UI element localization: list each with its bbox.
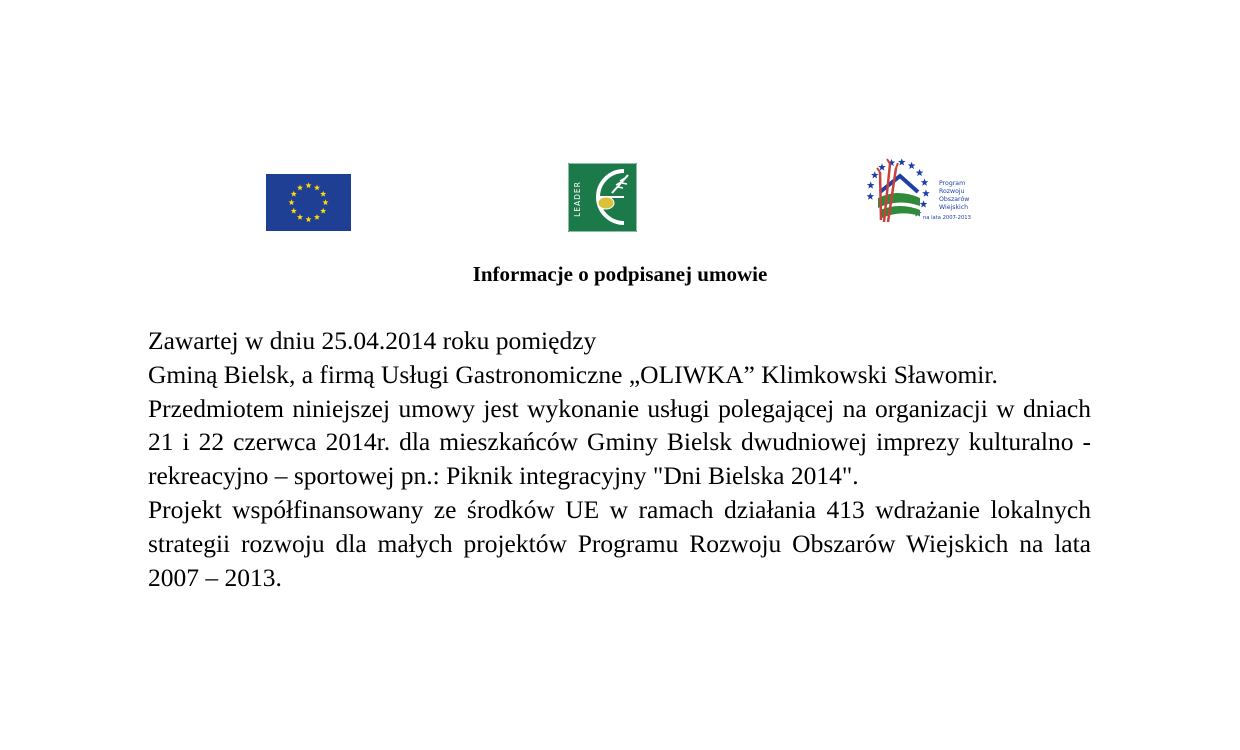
paragraph-funding: Projekt współfinansowany ze środków UE w ramach działania 413 wdrażanie lokalnych strategii rozwoju dla małych projektów Programu Rozwoju Obszarów Wiejskich na lata 2007 – 2013. — [148, 494, 1091, 592]
prow-star-icon — [916, 169, 924, 176]
prow-line-3: Obszarów — [939, 196, 970, 203]
prow-star-icon — [867, 192, 875, 199]
paragraph-parties: Gminą Bielsk, a firmą Usługi Gastronomiczne „OLIWKA” Klimkowski Sławomir. — [148, 359, 998, 389]
prow-logo-icon — [850, 152, 975, 227]
paragraph-subject: Przedmiotem niniejszej umowy jest wykonanie usługi polegającej na organizacji w dniach 21 i 22 czerwca 2014r. dla mieszkańców Gminy Bielsk dwudniowej imprezy kulturalno - rekreacyjno – sportowej pn.: Piknik integracyjny "Dni Bielska 2014". — [148, 393, 1091, 491]
prow-star-icon — [921, 179, 929, 186]
prow-star-icon — [920, 200, 928, 207]
prow-line-2: Rozwoju — [939, 188, 965, 195]
prow-line-5: na lata 2007-2013 — [923, 215, 971, 221]
eu-flag-icon — [266, 174, 351, 231]
prow-line-4: Wiejskich — [939, 204, 969, 211]
prow-star-icon — [867, 181, 875, 188]
prow-star-icon — [908, 162, 916, 169]
document-body — [148, 324, 1091, 594]
leader-logo-icon — [568, 163, 637, 232]
paragraph-date: Zawartej w dniu 25.04.2014 roku pomiędzy — [148, 326, 597, 355]
prow-star-icon — [871, 171, 879, 178]
prow-star-icon — [922, 190, 930, 197]
prow-line-1: Program — [939, 180, 966, 187]
svg-text:LEADER: LEADER — [573, 181, 582, 217]
prow-star-icon — [898, 158, 906, 165]
logo-bar — [0, 150, 1240, 240]
document-title: Informacje o podpisanej umowie — [472, 262, 768, 286]
